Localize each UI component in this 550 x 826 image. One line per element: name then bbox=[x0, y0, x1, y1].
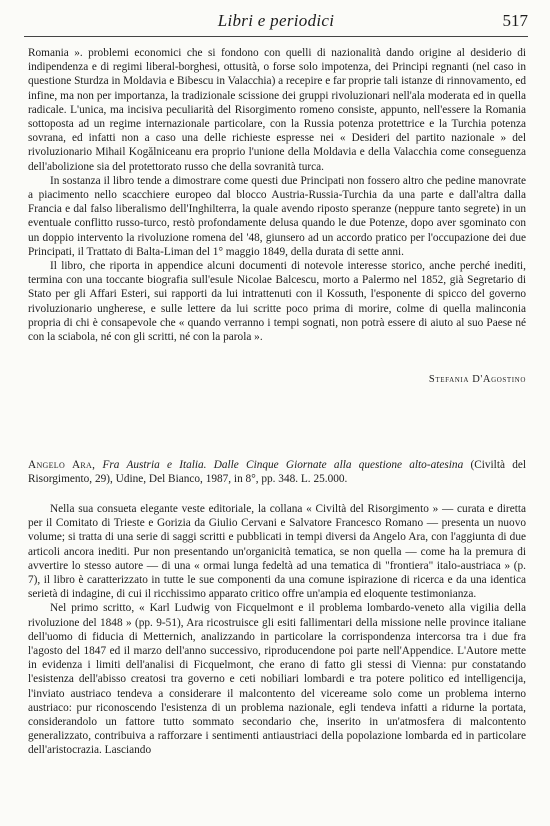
review-2-paragraph: Nella sua consueta elegante veste editoriale, la collana « Civiltà del Risorgimento » — curata e diretta per il Comitato di Trieste e Gorizia da Giulio Cervani e Salvatore Francesco Romano — presenta un nuovo volume; si tratta di una serie di saggi scritti e pubblicati in tempi diversi da Angelo Ara, con l'aggiunta di due articoli ancora inediti. Pur non presentando un'organicità tematica, se non quella — come ha la premura di avvertire lo stesso autore — di una « ormai lunga fedeltà ad una tematica di "frontiera" italo-austriaca » (p. 7), il libro è caratterizzato in tutte le sue componenti da una comune ispirazione di ricerca e da una identica serietà di indagine, di cui il ricchissimo apparato critico offre un'ampia ed eloquente testimonianza. bbox=[28, 503, 526, 601]
review-2-bibliographic-entry bbox=[28, 458, 526, 486]
review-2-body bbox=[28, 502, 526, 758]
book-publication-info: (Civiltà del Risorgimento, 29), Udine, Del Bianco, 1987, in 8°, pp. 348. L. 25.000. bbox=[28, 459, 526, 486]
section-title: Libri e periodici bbox=[217, 11, 335, 30]
running-head bbox=[24, 8, 528, 37]
page-number: 517 bbox=[502, 11, 528, 30]
review-1-body bbox=[28, 46, 526, 344]
review-1-paragraph: Il libro, che riporta in appendice alcuni documenti di notevole interesse storico, anche perché inediti, termina con una toccante biografia sull'esule Nicolae Balcescu, morto a Palermo nel 1852, già Segretario di Stato per gli Affari Esteri, sui rapporti da lui intrattenuti con il Kossuth, l'esponente di spicco del governo rivoluzionario ungherese, e sulle lettere da lui scritte poco prima di morire, colme di quella malinconia propria di chi è consapevole che « quando verranno i tempi sognati, non potrà essere di aiuto al suo Paese né con la sciabola, né con gli scritti, né con la parola ». bbox=[28, 260, 526, 344]
book-title: Fra Austria e Italia. Dalle Cinque Giornate alla questione alto-atesina bbox=[102, 459, 464, 471]
review-2-paragraph: Nel primo scritto, « Karl Ludwig von Ficquelmont e il problema lombardo-veneto alla vigilia della rivoluzione del 1848 » (pp. 9-51), Ara ricostruisce gli esiti fallimentari della missione nelle province italiane dell'uomo di fiducia di Metternich, analizzando in particolare la corrispondenza intercorsa tra i due fra l'agosto del 1847 ed il marzo dell'anno successivo, riproducendone poi parte nell'Appendice. L'Autore mette in evidenza i limiti dell'analisi di Ficquelmont, che erano di fatto gli stessi di Vienna: pur constatando l'esistenza dell'abisso creatosi tra governo e ceti nobiliari lombardi e tra potere politico ed intelligencija, l'inviato austriaco tendeva a considerare il malcontento del vicereame solo come un problema interno austriaco: pur riconoscendo l'esistenza di un problema nazionale, egli tendeva infatti a ridurne la portata, considerandolo un fattore tutto sommato secondario che, inserito in un'atmosfera di malcontento generalizzato, contribuiva a rafforzare i sentimenti antiaustriaci della popolazione lombarda ed in particolare dell'aristocrazia. Lasciando bbox=[28, 602, 526, 757]
reviewer-signature: Stefania D'Agostino bbox=[428, 374, 526, 385]
book-author: Angelo Ara, bbox=[28, 459, 96, 471]
review-1-paragraph: Romania ». problemi economici che si fondono con quelli di nazionalità dando origine al desiderio di indipendenza e di regimi liberal-borghesi, ottusità, o forse solo impotenza, dei Principi regnanti (nel caso in questione Sturdza in Moldavia e Bibescu in Valacchia) a recepire e far proprie tali istanze di rinnovamento, ed infine, ma non per importanza, la tradizionale scissione dei gruppi rivoluzionari nell'ala moderata ed in quella radicale. L'unica, ma incisiva peculiarità del Risorgimento romeno consiste, appunto, nell'essere la Romania sottoposta ad un regime internazionale particolare, con la Russia potenza protettrice e la Turchia potenza sovrana, ed infatti non a caso una delle richieste espresse nei « Desideri del partito nazionale » del rivoluzionario Mihail Kogălniceanu era proprio l'unione della Moldavia e della Valacchia come conseguenza dell'abolizione sia del protettorato russo che della sovranità turca. bbox=[28, 47, 526, 173]
review-1-paragraph: In sostanza il libro tende a dimostrare come questi due Principati non fossero altro che pedine manovrate a piacimento nello scacchiere europeo dal blocco Austria-Russia-Turchia da una parte e dall'altra dalla Francia e dal falso liberalismo dell'Inghilterra, la quale avendo riposto speranze (neppure tanto segrete) in un eventuale conflitto russo-turco, restò profondamente delusa quando le due Potenze, dopo aver sgominato con un doppio intervento la rivoluzione romena del '48, giunsero ad un accordo pratico per l'occupazione dei due Principati, il Trattato di Balta-Liman del 1° maggio 1849, della durata di sette anni. bbox=[28, 174, 526, 258]
